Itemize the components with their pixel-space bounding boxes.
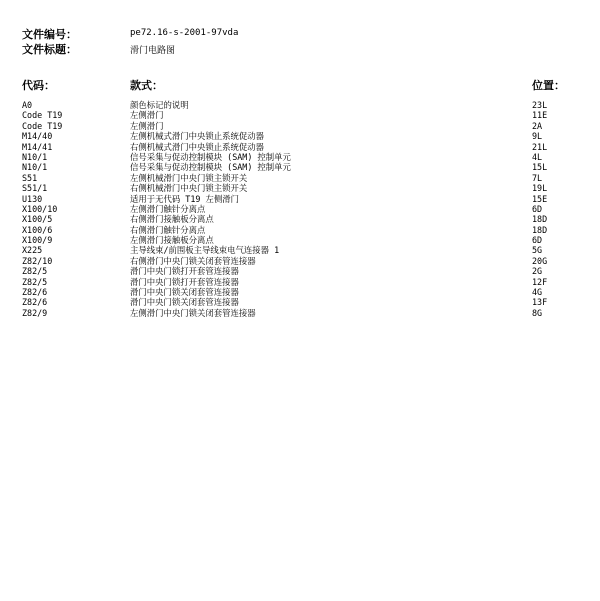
component-code: X225 — [22, 245, 43, 256]
table-row — [0, 225, 600, 235]
component-description: 滑门中央门锁打开套管连接器 — [130, 276, 239, 287]
component-position: 11E — [532, 110, 548, 121]
component-table — [0, 100, 600, 318]
component-position: 4G — [532, 287, 543, 298]
table-row — [0, 245, 600, 255]
component-description: 右侧滑门接触板分离点 — [130, 214, 214, 225]
component-description: 颜色标记的说明 — [130, 100, 189, 110]
component-description: 左侧滑门触针分离点 — [130, 203, 206, 214]
component-code: S51/1 — [22, 183, 48, 194]
component-code: N10/1 — [22, 162, 48, 173]
component-code: U130 — [22, 193, 43, 204]
table-row — [0, 287, 600, 297]
component-position: 19L — [532, 183, 548, 194]
component-position: 7L — [532, 172, 543, 183]
component-description: 主导线束/前围板主导线束电气连接器 1 — [130, 245, 280, 256]
component-position: 20G — [532, 255, 548, 266]
doc-number-label: 文件编号： — [22, 28, 77, 41]
component-description: 滑门中央门锁关闭套管连接器 — [130, 297, 239, 308]
component-position: 4L — [532, 151, 543, 162]
component-description: 信号采集与促动控制模块 (SAM) 控制单元 — [130, 151, 291, 162]
component-position: 12F — [532, 276, 548, 287]
component-description: 右侧滑门触针分离点 — [130, 224, 206, 235]
component-position: 15L — [532, 162, 548, 173]
component-code: M14/41 — [22, 141, 53, 152]
table-row — [0, 183, 600, 193]
component-code: X100/9 — [22, 235, 53, 246]
component-position: 2G — [532, 266, 543, 277]
component-description: 滑门中央门锁关闭套管连接器 — [130, 287, 239, 298]
component-code: A0 — [22, 100, 33, 110]
component-code: Z82/5 — [22, 276, 48, 287]
component-position: 5G — [532, 245, 543, 256]
component-code: Z82/5 — [22, 266, 48, 277]
component-code: Z82/6 — [22, 297, 48, 308]
column-header-code: 代码： — [22, 79, 55, 92]
component-code: X100/5 — [22, 214, 53, 225]
doc-title-label: 文件标题： — [22, 43, 77, 56]
table-row — [0, 100, 600, 110]
component-code: X100/10 — [22, 203, 58, 214]
component-position: 6D — [532, 203, 543, 214]
table-row — [0, 277, 600, 287]
table-row — [0, 297, 600, 307]
column-header-position: 位置： — [532, 79, 565, 92]
component-description: 左侧滑门 — [130, 120, 164, 131]
component-description: 适用于无代码 T19 左侧滑门 — [130, 193, 239, 204]
component-description: 左侧滑门中央门锁关闭套管连接器 — [130, 307, 256, 318]
component-code: S51 — [22, 172, 38, 183]
table-row — [0, 173, 600, 183]
component-position: 13F — [532, 297, 548, 308]
component-code: Z82/9 — [22, 307, 48, 318]
component-description: 左侧机械滑门中央门锁主锁开关 — [130, 172, 248, 183]
table-row — [0, 121, 600, 131]
component-code: Z82/6 — [22, 287, 48, 298]
column-header-description: 款式： — [130, 79, 163, 92]
table-row — [0, 214, 600, 224]
component-position: 21L — [532, 141, 548, 152]
doc-number-value: pe72.16-s-2001-97vda — [130, 28, 239, 38]
component-description: 左侧滑门接触板分离点 — [130, 235, 214, 246]
table-row — [0, 110, 600, 120]
table-row — [0, 152, 600, 162]
table-row — [0, 131, 600, 141]
doc-title-value: 滑门电路图 — [130, 46, 176, 56]
table-row — [0, 204, 600, 214]
component-position: 8G — [532, 307, 543, 318]
component-description: 右侧机械滑门中央门锁主锁开关 — [130, 183, 248, 194]
table-row — [0, 162, 600, 172]
table-row — [0, 194, 600, 204]
table-row — [0, 266, 600, 276]
component-position: 9L — [532, 131, 543, 142]
component-position: 2A — [532, 120, 543, 131]
component-description: 左侧滑门 — [130, 110, 164, 121]
table-row — [0, 235, 600, 245]
component-position: 18D — [532, 214, 548, 225]
table-row — [0, 142, 600, 152]
component-description: 信号采集与促动控制模块 (SAM) 控制单元 — [130, 162, 291, 173]
component-description: 右侧滑门中央门锁关闭套管连接器 — [130, 255, 256, 266]
component-code: M14/40 — [22, 131, 53, 142]
component-position: 15E — [532, 193, 548, 204]
table-row — [0, 308, 600, 318]
component-position: 6D — [532, 235, 543, 246]
component-description: 滑门中央门锁打开套管连接器 — [130, 266, 239, 277]
component-code: Code T19 — [22, 110, 63, 121]
component-code: N10/1 — [22, 151, 48, 162]
component-code: X100/6 — [22, 224, 53, 235]
component-description: 左侧机械式滑门中央锁止系统促动器 — [130, 131, 264, 142]
table-row — [0, 256, 600, 266]
component-code: Code T19 — [22, 120, 63, 131]
component-description: 右侧机械式滑门中央锁止系统促动器 — [130, 141, 264, 152]
component-position: 23L — [532, 100, 548, 110]
component-code: Z82/10 — [22, 255, 53, 266]
component-position: 18D — [532, 224, 548, 235]
